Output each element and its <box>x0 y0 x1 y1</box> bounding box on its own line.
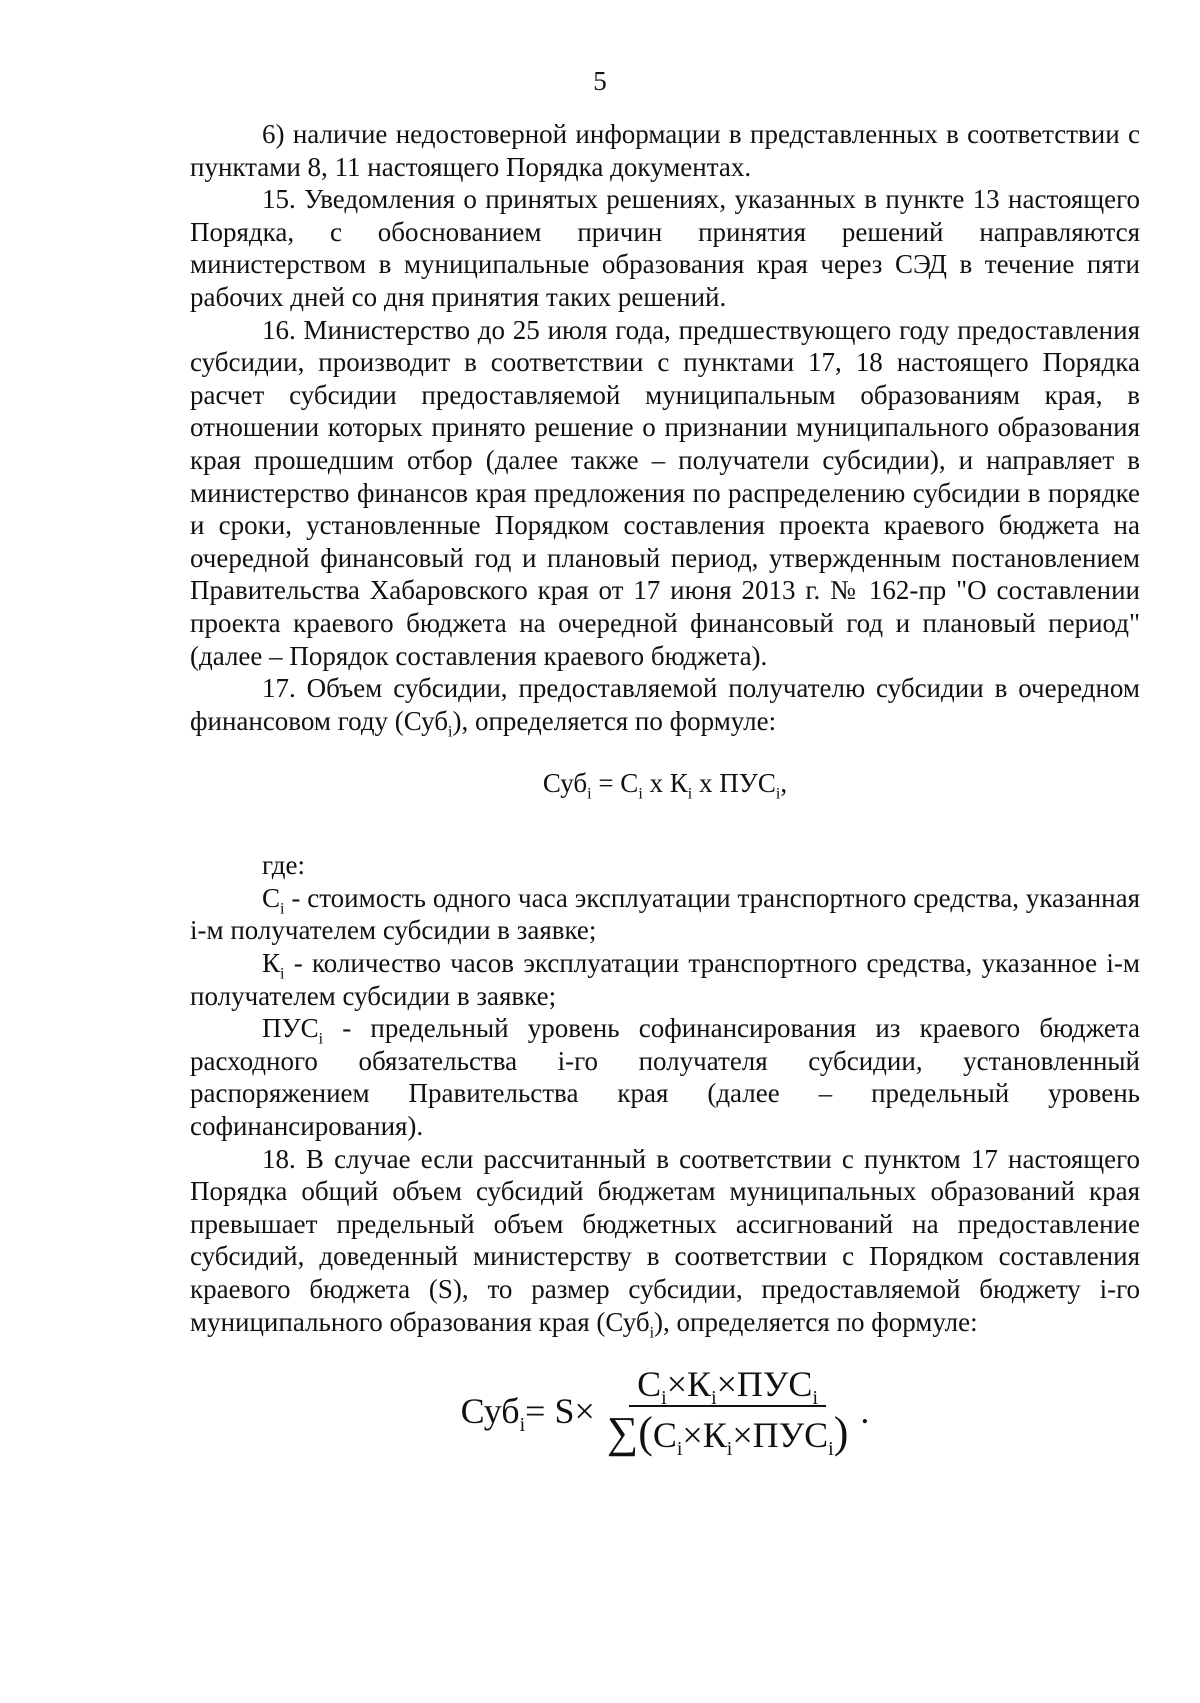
f2-denominator <box>599 1407 857 1460</box>
f1-idx: i <box>687 785 693 803</box>
p17-sub: i <box>448 723 453 741</box>
term-c <box>190 882 1140 947</box>
term-sub: i <box>280 965 285 983</box>
sum-icon: ∑ <box>606 1407 639 1457</box>
f1-idx: i <box>775 785 781 803</box>
f2-idx: i <box>812 1387 818 1410</box>
f2-idx: i <box>828 1437 834 1460</box>
paragraph-18 <box>190 1143 1140 1339</box>
f1-k: х К <box>642 768 688 799</box>
p18-text-after: ), определяется по формуле: <box>654 1306 978 1337</box>
f2-numerator <box>629 1364 826 1410</box>
document-body <box>190 118 1140 1460</box>
item-text: наличие недостоверной информации в представленных в соответствии с пунктами 8, 11 настоящего Порядка документах. <box>190 119 1140 182</box>
term-symbol: К <box>262 948 281 979</box>
term-definition: - количество часов эксплуатации транспортного средства, указанное i-м получателем субсидии в заявке; <box>190 948 1140 1011</box>
f1-idx: i <box>638 785 643 803</box>
f2-lhs-text: Суб <box>460 1391 520 1432</box>
paragraph-16: 16. Министерство до 25 июля года, предшествующего году предоставления субсидии, производит в соответствии с пунктами 17, 18 настоящего Порядка расчет субсидии предоставляемой муниципальным образованиям края, в отношении которых принято решение о признании муниципального образования края прошедшим отбор (далее также – получатели субсидии), и направляет в министерство финансов края предложения по распределению субсидии в порядке и сроки, установленные Порядком составления проекта краевого бюджета на очередной финансовый год и плановый период, утвержденным постановлением Правительства Хабаровского края от 17 июня 2013 г. № 162-пр "О составлении проекта краевого бюджета на очередной финансовый год и плановый период" (далее – Порядок составления краевого бюджета). <box>190 314 1140 671</box>
f2-rparen: ) <box>833 1407 849 1457</box>
f1-c: = С <box>591 768 639 799</box>
f2-end: . <box>860 1391 870 1432</box>
term-pus <box>190 1012 1140 1142</box>
where-label: где: <box>262 850 305 881</box>
formula-subsidy-capped <box>190 1364 1140 1460</box>
term-definition: - предельный уровень софинансирования из краевого бюджета расходного обязательства i-го получателя субсидии, установленный распоряжением Правительства края (далее – предельный уровень софинансирования). <box>190 1013 1140 1142</box>
f2-lparen: ( <box>638 1407 653 1457</box>
formula-subsidy-basic <box>190 767 1140 811</box>
p17-text-before: 17. Объем субсидии, предоставляемой получателю субсидии в очередном финансовом году (Суб <box>190 673 1140 736</box>
p18-text-before: 18. В случае если рассчитанный в соответствии с пунктом 17 настоящего Порядка общий объем субсидий бюджетам муниципальных образований края превышает предельный объем бюджетных ассигнований на предоставление субсидий, доведенный министерству в соответствии с Порядком составления краевого бюджета (S), то размер субсидии, предоставляемой бюджету i-го муниципального образования края (Суб <box>190 1143 1140 1337</box>
f2-lhs <box>460 1391 526 1437</box>
f2-d-p: ×ПУС <box>732 1414 829 1455</box>
term-symbol: С <box>262 882 281 913</box>
f1-idx: i <box>587 785 592 803</box>
f2-n-c: С <box>637 1364 662 1405</box>
f2-eq: = S× <box>525 1391 595 1432</box>
page-number: 5 <box>593 66 607 96</box>
term-symbol: ПУС <box>262 1013 319 1044</box>
f2-d-k: ×К <box>682 1414 727 1455</box>
f2-fraction <box>599 1364 857 1460</box>
f2-idx: i <box>726 1437 733 1460</box>
item-label: 6) <box>262 119 285 149</box>
p18-sub: i <box>649 1323 655 1341</box>
f2-n-k: ×К <box>666 1364 712 1405</box>
p17-text-after: ), определяется по формуле: <box>452 705 777 736</box>
f2-d-c: С <box>652 1414 677 1455</box>
f2-n-p: ×ПУС <box>716 1364 813 1405</box>
term-definition: - стоимость одного часа эксплуатации транспортного средства, указанная i-м получателем субсидии в заявке; <box>190 882 1140 946</box>
paragraph-17 <box>190 672 1140 741</box>
f2-idx: i <box>661 1387 667 1410</box>
term-sub: i <box>280 900 285 918</box>
term-k <box>190 947 1140 1012</box>
paragraph-15: 15. Уведомления о принятых решениях, указанных в пункте 13 настоящего Порядка, с обоснованием причин принятия решений направляются министерством в муниципальные образования края через СЭД в течение пяти рабочих дней со дня принятия таких решений. <box>190 184 1140 312</box>
paragraph-6 <box>190 118 1140 183</box>
f1-end: , <box>780 768 788 799</box>
f2-idx: i <box>519 1414 526 1437</box>
f1-sub-label: Суб <box>542 768 588 799</box>
f2-idx: i <box>676 1437 683 1460</box>
f1-pus: х ПУС <box>692 768 776 799</box>
f2-idx: i <box>711 1387 717 1410</box>
term-sub: i <box>318 1030 324 1048</box>
